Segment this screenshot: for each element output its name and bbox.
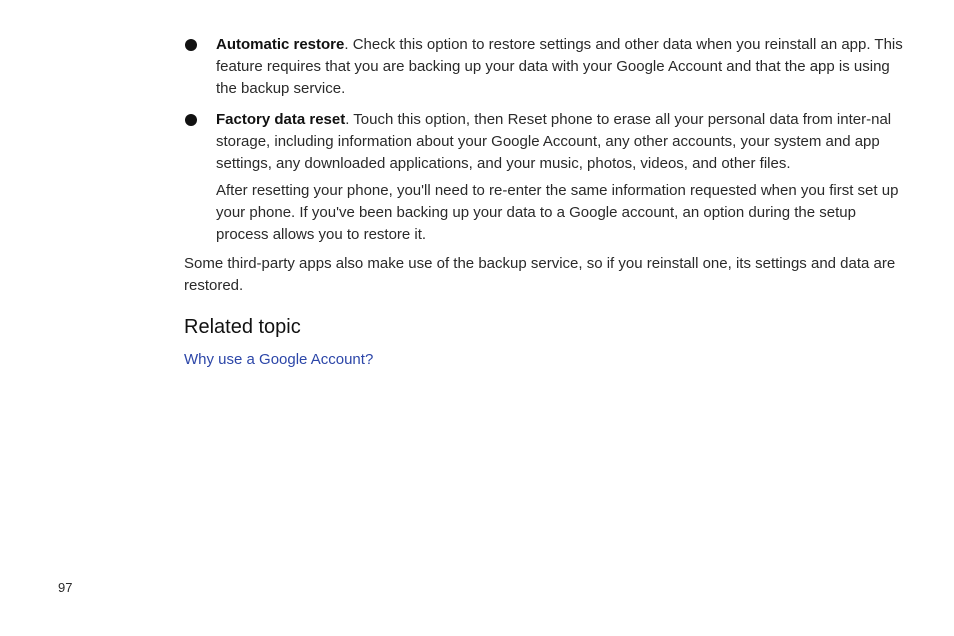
bullet-dot-icon [185,114,197,126]
bullet-term: Automatic restore [216,36,345,53]
bullet-text: . Check this option to restore settings and other data when you reinstall an app. This feature requires that you are backing up your data with your Google Account and that the app is using the backup service. [216,36,903,97]
bullet-text: . Touch this option, then Reset phone to erase all your personal data from inter-nal storage, including information about your Google Account, any other accounts, your system and app settings, any downloaded applications, and your music, photos, videos, and other files. [216,111,892,172]
body-paragraph: Some third-party apps also make use of the backup service, so if you reinstall one, its settings and data are restored. [184,255,896,294]
related-topic-heading: Related topic [184,316,301,338]
bullet-extra-paragraph: After resetting your phone, you'll need to re-enter the same information requested when you first set up your phone. If you've been backing up your data to a Google account, an option during the setup process allows you to restore it. [216,182,899,243]
bullet-automatic-restore [184,34,910,100]
bullet-term: Factory data reset [216,111,346,128]
page-number: 97 [58,580,73,595]
bullet-factory-data-reset [184,109,910,175]
document-body [184,34,910,371]
bullet-dot-icon [185,39,197,51]
related-topic-link[interactable]: Why use a Google Account? [184,351,374,368]
